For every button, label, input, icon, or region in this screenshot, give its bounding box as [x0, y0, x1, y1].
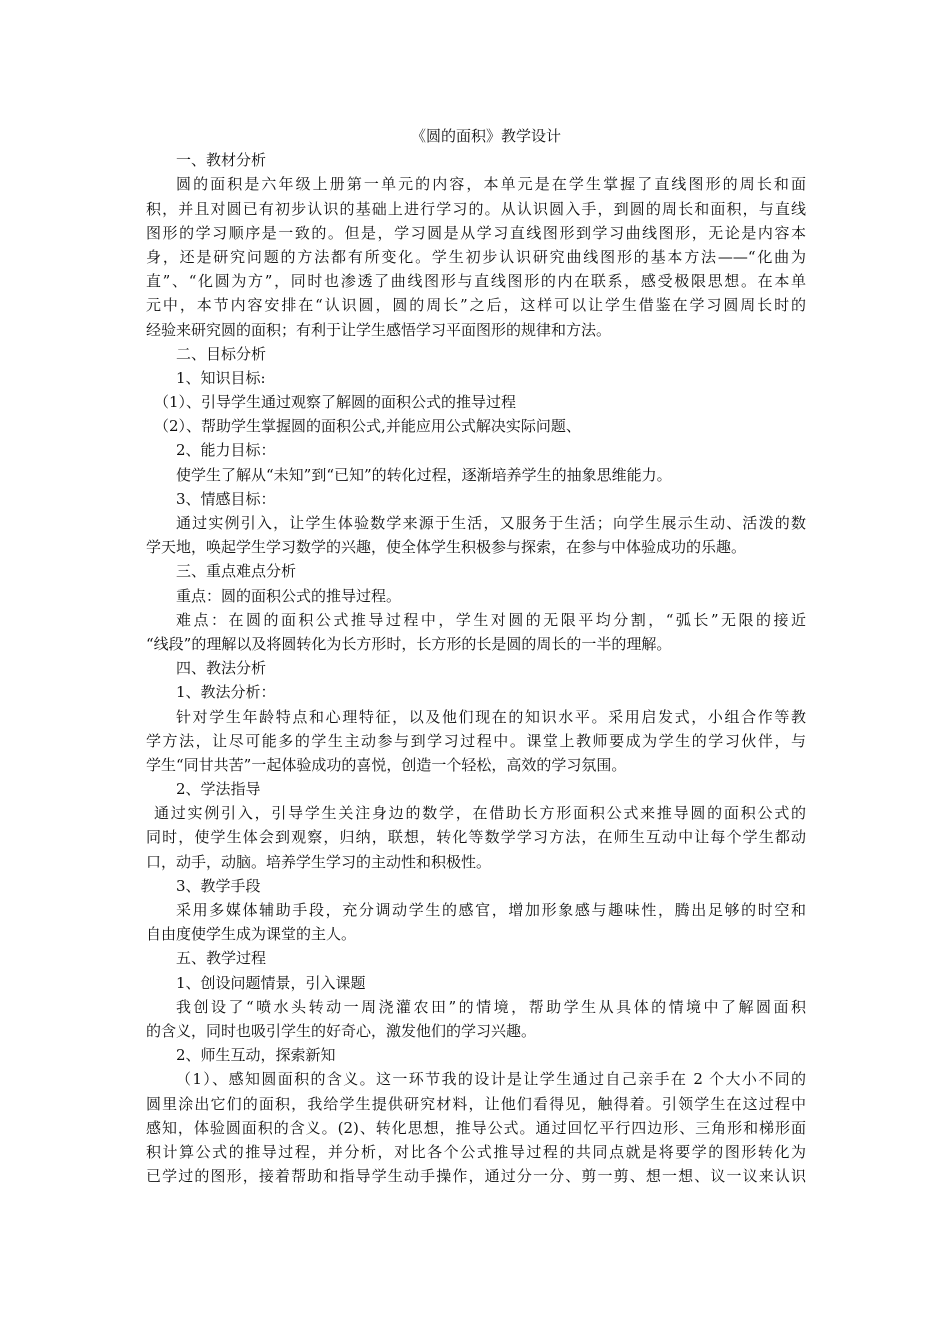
paragraph-line: 圆里涂出它们的面积，我给学生提供研究材料，让他们看得见，触得着。引领学生在这过程中: [146, 1094, 806, 1113]
paragraph-line: 圆的面积是六年级上册第一单元的内容，本单元是在学生掌握了直线图形的周长和面: [176, 175, 806, 194]
list-item: （1）、引导学生通过观察了解圆的面积公式的推导过程: [154, 393, 517, 412]
paragraph-line: 元中，本节内容安排在“认识圆，圆的周长”之后，这样可以让学生借鉴在学习圆周长时的: [146, 296, 806, 315]
paragraph-line: 学方法，让尽可能多的学生主动参与到学习过程中。课堂上教师要成为学生的学习伙伴，与: [146, 731, 806, 750]
paragraph-line: 重点：圆的面积公式的推导过程。: [176, 586, 402, 605]
paragraph-line: 身，还是研究问题的方法都有所变化。学生初步认识研究曲线图形的基本方法——“化曲为: [146, 247, 806, 266]
paragraph-line: 图形的学习顺序是一致的。但是，学习圆是从学习直线图形到学习曲线图形，无论是内容本: [146, 223, 806, 242]
paragraph-line: 通过实例引入，让学生体验数学来源于生活，又服务于生活；向学生展示生动、活泼的数: [176, 514, 806, 532]
document-title: 《圆的面积》教学设计: [410, 127, 561, 145]
paragraph-line: 通过实例引入，引导学生关注身边的数学，在借助长方形面积公式来推导圆的面积公式的: [154, 804, 806, 823]
subsection-heading: 2、能力目标：: [176, 441, 276, 460]
paragraph-line: （1）、感知圆面积的含义。这一环节我的设计是让学生通过自己亲手在 2 个大小不同的: [176, 1070, 806, 1089]
paragraph-line: 学生“同甘共苦”一起体验成功的喜悦，创造一个轻松，高效的学习氛围。: [146, 755, 627, 774]
subsection-heading: 1、创设问题情景，引入课题: [176, 973, 366, 992]
list-item: （2）、帮助学生掌握圆的面积公式,并能应用公式解决实际问题、: [154, 417, 581, 436]
paragraph-line: 难点：在圆的面积公式推导过程中，学生对圆的无限平均分割，“弧长”无限的接近: [176, 610, 806, 629]
paragraph-line: 针对学生年龄特点和心理特征，以及他们现在的知识水平。采用启发式，小组合作等教: [176, 707, 806, 726]
paragraph-line: 直”、“化圆为方”，同时也渗透了曲线图形与直线图形的内在联系，感受极限思想。在本单: [146, 272, 806, 291]
paragraph-line: 积计算公式的推导过程，并分析，对比各个公式推导过程的共同点就是将要学的图形转化为: [146, 1142, 806, 1161]
paragraph-line: 口，动手，动脑。培养学生学习的主动性和积极性。: [146, 852, 492, 871]
section-heading: 三、重点难点分析: [176, 562, 297, 581]
paragraph-line: 自由度使学生成为课堂的主人。: [146, 925, 357, 944]
paragraph-line: 经验来研究圆的面积；有利于让学生感悟学习平面图形的规律和方法。: [146, 320, 612, 339]
paragraph-line: 学天地，唤起学生学习数学的兴趣，使全体学生积极参与探索，在参与中体验成功的乐趣。: [146, 538, 747, 557]
subsection-heading: 2、师生互动，探索新知: [176, 1046, 336, 1065]
paragraph-line: 我创设了“喷水头转动一周浇灌农田”的情境，帮助学生从具体的情境中了解圆面积: [176, 997, 806, 1016]
paragraph-line: 的含义，同时也吸引学生的好奇心，激发他们的学习兴趣。: [146, 1021, 537, 1040]
paragraph-line: 已学过的图形，接着帮助和指导学生动手操作，通过分一分、剪一剪、想一想、议一议来认识: [146, 1167, 806, 1186]
subsection-heading: 1、教法分析：: [176, 683, 276, 702]
subsection-heading: 3、情感目标：: [176, 489, 276, 508]
subsection-heading: 3、教学手段: [176, 876, 261, 895]
paragraph-line: “线段”的理解以及将圆转化为长方形时，长方形的长是圆的周长的一半的理解。: [146, 634, 672, 653]
subsection-heading: 1、知识目标:: [176, 368, 266, 387]
section-heading: 四、教法分析: [176, 659, 267, 678]
paragraph-line: 使学生了解从“未知”到“已知”的转化过程，逐渐培养学生的抽象思维能力。: [176, 465, 672, 484]
subsection-heading: 2、学法指导: [176, 780, 261, 799]
paragraph-line: 积，并且对圆已有初步认识的基础上进行学习的。从认识圆入手，到圆的周长和面积，与直线: [146, 199, 806, 218]
section-heading: 一、教材分析: [176, 151, 267, 170]
document-page: [146, 124, 806, 1188]
section-heading: 二、目标分析: [176, 344, 267, 363]
paragraph-line: 感知，体验圆面积的含义。(2)、转化思想，推导公式。通过回忆平行四边形、三角形和梯形面: [146, 1118, 806, 1137]
paragraph-line: 采用多媒体辅助手段，充分调动学生的感官，增加形象感与趣味性，腾出足够的时空和: [176, 901, 806, 919]
paragraph-line: 同时，使学生体会到观察，归纳，联想，转化等数学学习方法，在师生互动中让每个学生都动: [146, 828, 806, 847]
section-heading: 五、教学过程: [176, 949, 267, 968]
